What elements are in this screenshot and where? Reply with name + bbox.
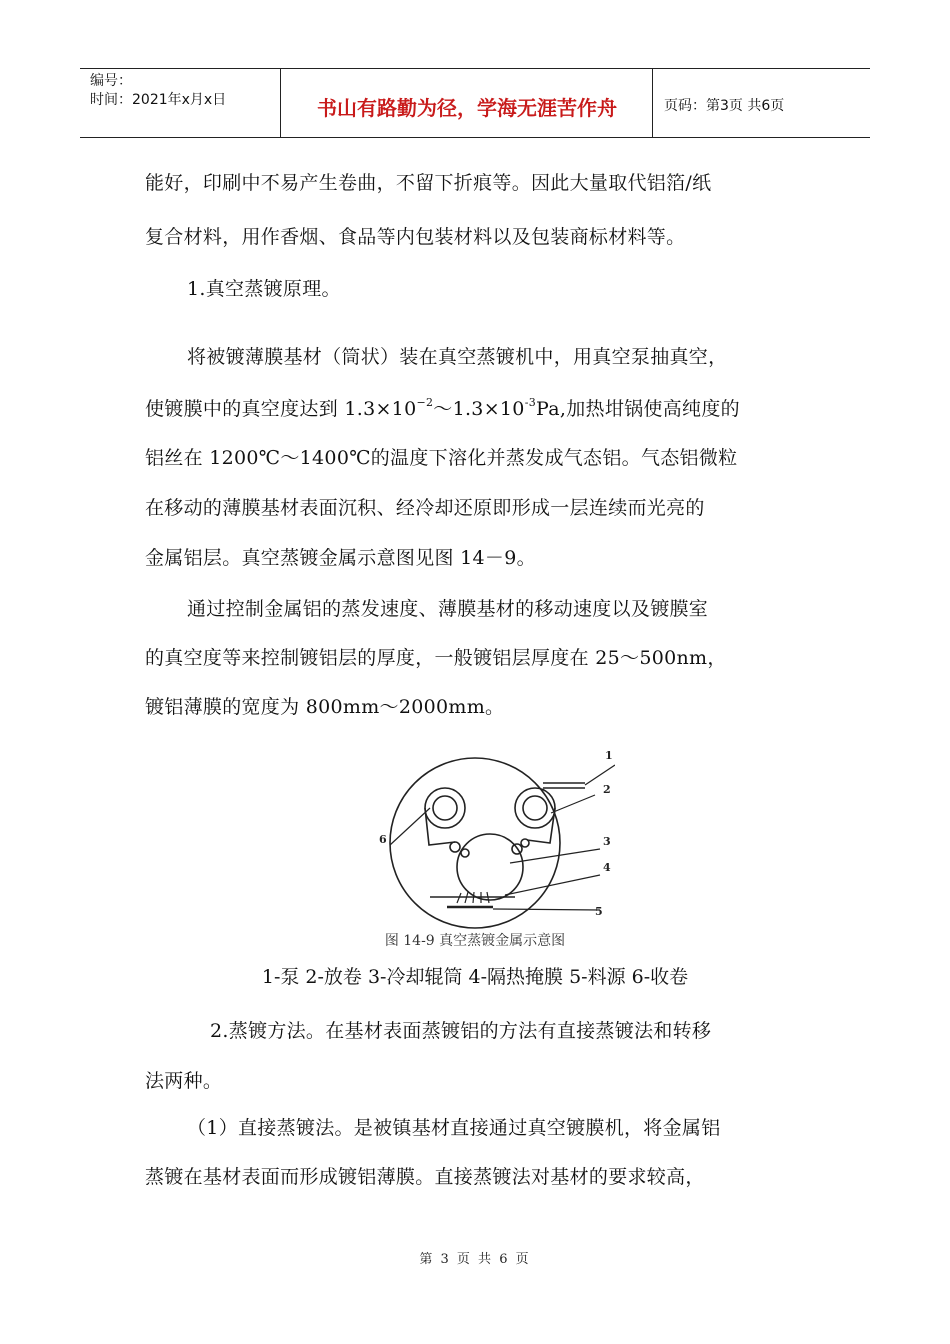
body-line: 复合材料，用作香烟、食品等内包装材料以及包装商标材料等。 [145, 226, 686, 248]
body-line: 能好，印刷中不易产生卷曲，不留下折痕等。因此大量取代铝箔/纸 [145, 172, 712, 194]
pump-pipe [543, 783, 585, 788]
section-heading: 2.蒸镀方法。在基材表面蒸镀铝的方法有直接蒸镀法和转移 [210, 1020, 712, 1042]
body-text: 使镀膜中的真空度达到 1.3×10 [145, 398, 417, 420]
body-line: （1）直接蒸镀法。是被镇基材直接通过真空镀膜机，将金属铝 [187, 1117, 721, 1139]
body-line: 金属铝层。真空蒸镀金属示意图见图 14－9。 [145, 547, 536, 569]
page-footer: 第 3 页 共 6 页 [419, 1252, 531, 1267]
rewind-roll-outer [425, 788, 465, 828]
header-table [80, 68, 870, 138]
figure-caption: 图 14-9 真空蒸镀金属示意图 [384, 933, 566, 949]
body-line: 通过控制金属铝的蒸发速度、薄膜基材的移动速度以及镀膜室 [187, 598, 709, 620]
film-path [527, 808, 555, 843]
number-label: 编号： [90, 73, 132, 89]
body-line: 将被镀薄膜基材（筒状）装在真空蒸镀机中，用真空泵抽真空， [187, 346, 728, 368]
section-heading: 1.真空蒸镀原理。 [187, 278, 341, 300]
header-page-cell [654, 69, 870, 137]
chamber-circle [390, 758, 560, 928]
unwind-roll-outer [515, 788, 555, 828]
callout-3: 3 [603, 835, 611, 848]
cooling-drum [457, 834, 523, 900]
leader-5 [493, 909, 600, 910]
header-meta-cell [80, 69, 281, 137]
leader-3 [510, 849, 600, 863]
body-line: 的真空度等来控制镀铝层的厚度，一般镀铝层厚度在 25～500nm， [145, 647, 727, 669]
body-text: ～1.3×10 [433, 398, 525, 420]
leader-2 [551, 795, 595, 813]
guide-roller [461, 849, 469, 857]
guide-roller [450, 842, 460, 852]
body-line: 在移动的薄膜基材表面沉积、经冷却还原即形成一层连续而光亮的 [145, 497, 705, 519]
header-page-label: 页码：第3页 共6页 [664, 98, 785, 114]
body-line: 法两种。 [145, 1070, 223, 1092]
body-line-with-exponents [145, 394, 740, 421]
body-line: 镀铝薄膜的宽度为 800mm～2000mm。 [145, 696, 505, 718]
body-line: 蒸镀在基材表面而形成镀铝薄膜。直接蒸镀法对基材的要求较高， [145, 1166, 705, 1188]
header-motto-cell [282, 69, 653, 137]
motto: 书山有路勤为径，学海无涯苦作舟 [317, 96, 617, 120]
unwind-roll-inner [523, 796, 547, 820]
date-label: 时间：2021年x月x日 [90, 92, 227, 108]
rewind-roll-inner [433, 796, 457, 820]
vacuum-deposition-diagram [375, 745, 615, 930]
exponent: -3 [524, 395, 537, 409]
figure-legend: 1-泵 2-放卷 3-冷却辊筒 4-隔热掩膜 5-料源 6-收卷 [261, 966, 689, 988]
body-line: 铝丝在 1200℃～1400℃的温度下溶化并蒸发成气态铝。气态铝微粒 [145, 447, 738, 469]
exponent: −2 [416, 395, 434, 409]
callout-1: 1 [605, 749, 613, 762]
body-text: Pa,加热坩锅使高纯度的 [536, 398, 740, 420]
leader-1 [585, 765, 615, 785]
callout-2: 2 [603, 783, 611, 796]
callout-5: 5 [595, 905, 603, 918]
callout-4: 4 [603, 861, 611, 874]
callout-6: 6 [379, 833, 387, 846]
